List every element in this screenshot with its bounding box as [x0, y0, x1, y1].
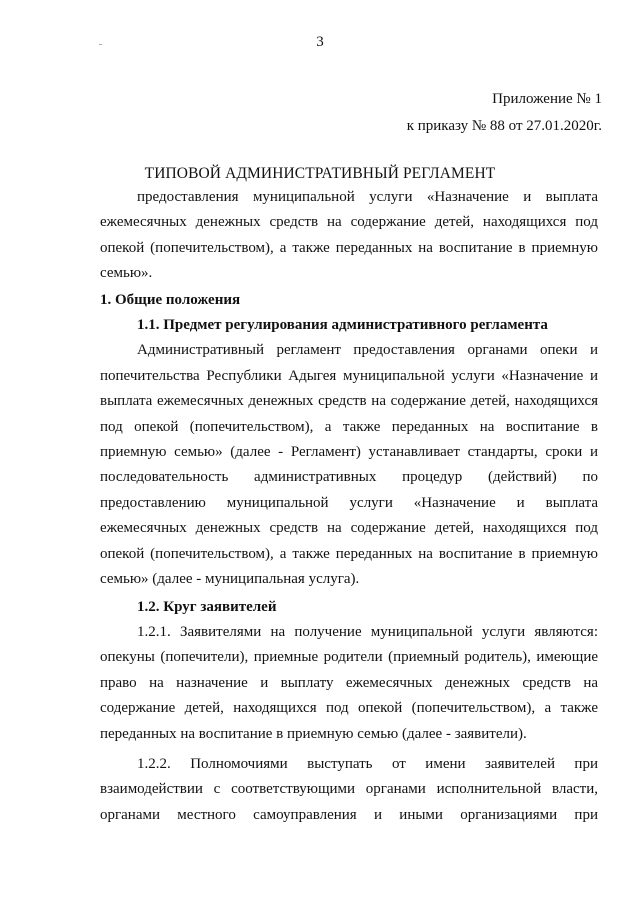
paragraph-1-2-1: 1.2.1. Заявителями на получение муниципальной услуги являются: опекуны (попечители), приемные родители (приемный родитель), имеющие право на назначение и выплату ежемесячных денежных средств на содержание детей, находящихся под опекой (попечительством), а также переданных на воспитание в приемную семью (далее - заявители).: [100, 623, 598, 742]
section-1-2-heading: 1.2. Круг заявителей: [137, 598, 277, 615]
appendix-order-ref: к приказу № 88 от 27.01.2020г.: [406, 118, 602, 134]
paragraph-1-2-2: 1.2.2. Полномочиями выступать от имени заявителей при взаимодействии с соответствующими органами исполнительной власти, органами местного самоуправления и иными организациями при: [100, 755, 598, 823]
section-1-1-paragraph: Административный регламент предоставления органами опеки и попечительства Республики Адыгея муниципальной услуги «Назначение и выплата ежемесячных денежных средств на содержание детей, находящихся под опекой (попечительством), а также переданных на воспитание в приемную семью» (далее - Регламент) устанавливает стандарты, сроки и последовательность административных процедур (действий) по предоставлению муниципальной услуги «Назначение и выплата ежемесячных денежных средств на содержание детей, находящихся под опекой (попечительством), а также переданных на воспитание в приемную семью» (далее - муниципальная услуга).: [100, 342, 598, 588]
document-body: [100, 185, 598, 828]
document-title: ТИПОВОЙ АДМИНИСТРАТИВНЫЙ РЕГЛАМЕНТ: [144, 165, 496, 182]
section-1-1-heading: 1.1. Предмет регулирования административного регламента: [137, 317, 548, 334]
intro-paragraph: предоставления муниципальной услуги «Назначение и выплата ежемесячных денежных средств на содержание детей, находящихся под опекой (попечительством), а также переданных на воспитание в приемную семью».: [100, 189, 598, 282]
page-number: 3: [316, 34, 324, 50]
section-1-heading: 1. Общие положения: [100, 291, 241, 308]
appendix-label: Приложение № 1: [492, 91, 602, 107]
